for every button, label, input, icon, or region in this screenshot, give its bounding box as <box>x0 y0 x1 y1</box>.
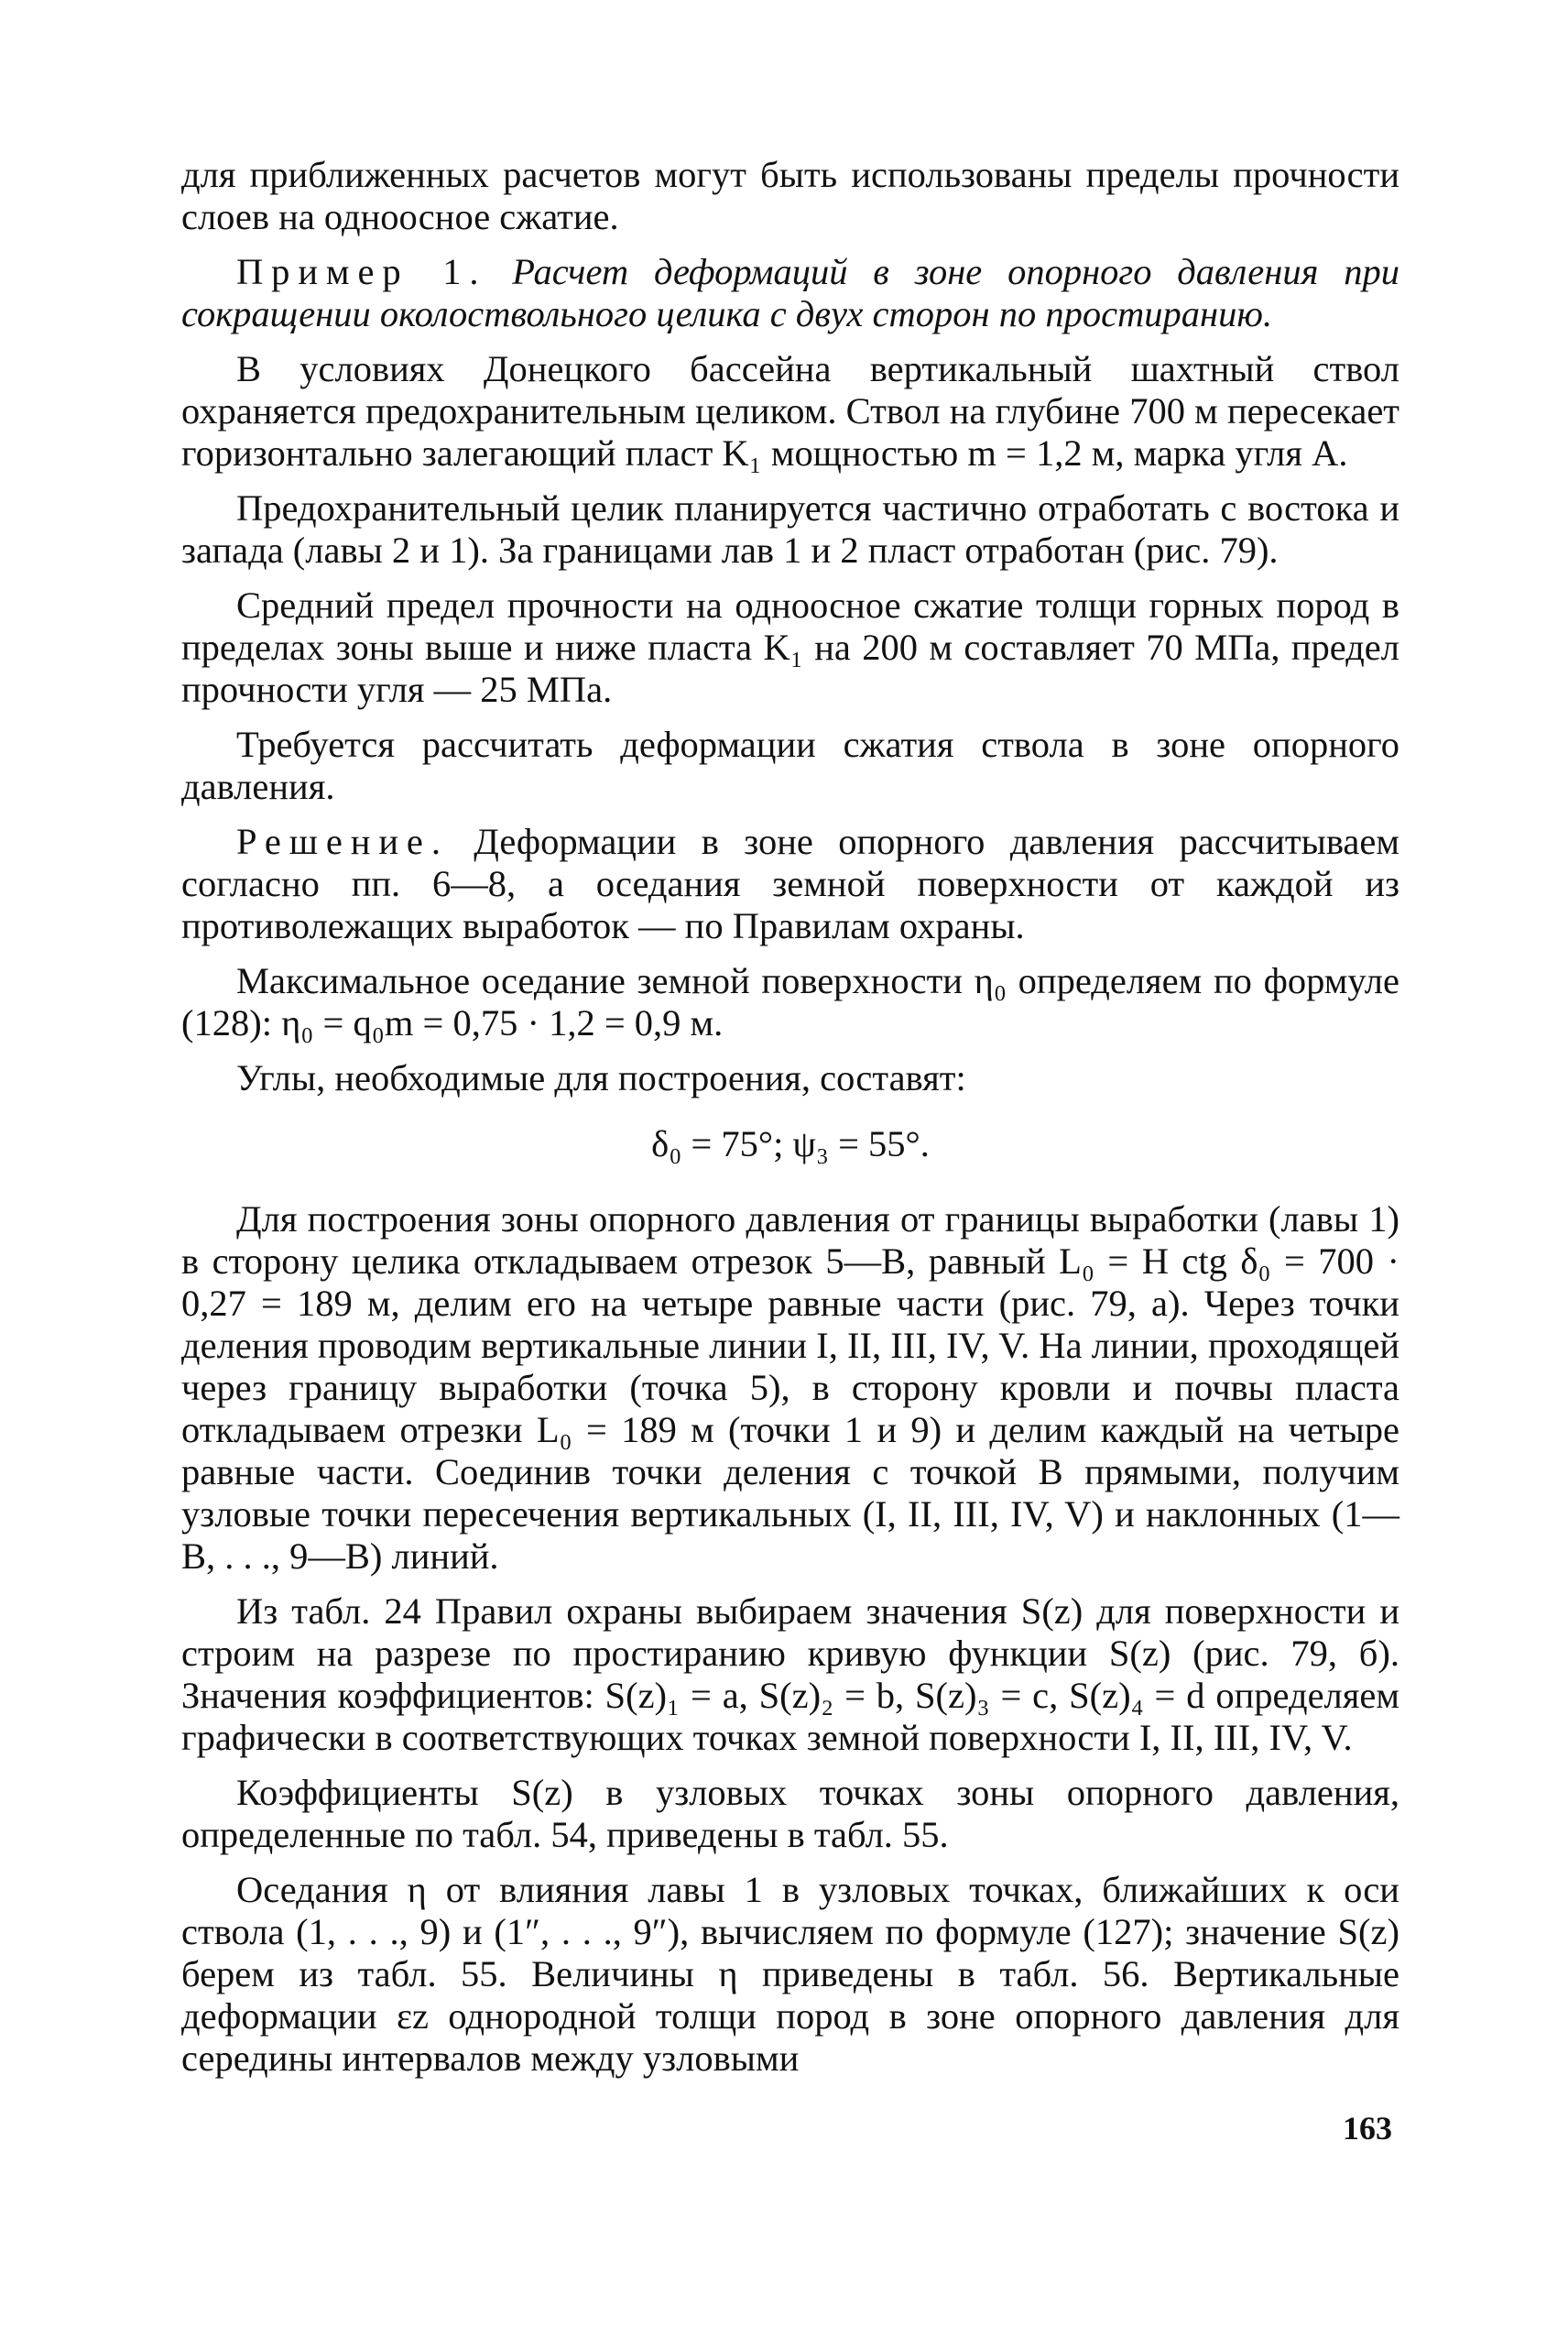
paragraph-requirement: Требуется рассчитать деформации сжатия ствола в зоне опорного давления. <box>181 724 1399 807</box>
solution-text: Деформации в зоне опорного давления рассчитываем согласно пп. 6—8, а оседания земной поверхности от каждой из противолежащих выработок — по Правилам охраны. <box>181 821 1400 946</box>
page-body <box>181 154 1399 2092</box>
page-number: 163 <box>1343 2110 1392 2147</box>
solution-label: Решение. <box>236 821 449 862</box>
paragraph-subsidence: Оседания η от влияния лавы 1 в узловых точках, ближайших к оси ствола (1, . . ., 9) и (1″, . . ., 9″), вычисляем по формуле (127); значение S(z) берем из табл. 55. Величины η приведены в табл. 56. Вертикальные деформации εz однородной толщи пород в зоне опорного давления для середины интервалов между узловыми <box>181 1869 1399 2079</box>
paragraph-strength: Средний предел прочности на одноосное сжатие толщи горных пород в пределах зоны выше и ниже пласта K₁ на 200 м составляет 70 МПа, предел прочности угля — 25 МПа. <box>181 584 1399 710</box>
paragraph-max-subsidence: Максимальное оседание земной поверхности η₀ определяем по формуле (128): η₀ = q₀m = 0,75 · 1,2 = 0,9 м. <box>181 960 1399 1043</box>
paragraph-angles-intro: Углы, необходимые для построения, составят: <box>236 1057 966 1098</box>
formula-angles: δ₀ = 75°; ψ₃ = 55°. <box>651 1123 930 1164</box>
example-label: Пример 1. <box>236 251 487 292</box>
paragraph-construction: Для построения зоны опорного давления от границы выработки (лавы 1) в сторону целика откладываем отрезок 5—В, равный L₀ = H ctg δ₀ = 700 · 0,27 = 189 м, делим его на четыре равные части (рис. 79, а). Через точки деления проводим вертикальные линии I, II, III, IV, V. На линии, проходящей через границу выработки (точка 5), в сторону кровли и почвы пласта откладываем отрезки L₀ = 189 м (точки 1 и 9) и делим каждый на четыре равные части. Соединив точки деления с точкой В прямыми, получим узловые точки пересечения вертикальных (I, II, III, IV, V) и наклонных (1—В, . . ., 9—В) линий. <box>181 1198 1399 1577</box>
paragraph-intro: для приближенных расчетов могут быть использованы пределы прочности слоев на одноосное сжатие. <box>181 154 1399 237</box>
example-title: Расчет деформаций в зоне опорного давления при сокращении околоствольного целика с двух сторон по простиранию. <box>181 251 1400 334</box>
paragraph-table-24: Из табл. 24 Правил охраны выбираем значения S(z) для поверхности и строим на разрезе по простиранию кривую функции S(z) (рис. 79, б). Значения коэффициентов: S(z)₁ = a, S(z)₂ = b, S(z)₃ = c, S(z)₄ = d определяем графически в соответствующих точках земной поверхности I, II, III, IV, V. <box>181 1590 1399 1758</box>
paragraph-solution <box>181 821 1399 947</box>
paragraph-coefficients: Коэффициенты S(z) в узловых точках зоны опорного давления, определенные по табл. 54, приведены в табл. 55. <box>181 1772 1399 1855</box>
paragraph-example-heading <box>181 251 1399 335</box>
paragraph-conditions: В условиях Донецкого бассейна вертикальный шахтный ствол охраняется предохранительным целиком. Ствол на глубине 700 м пересекает горизонтально залегающий пласт K₁ мощностью m = 1,2 м, марка угля А. <box>181 348 1399 474</box>
paragraph-pillar-plan: Предохранительный целик планируется частично отработать с востока и запада (лавы 2 и 1). За границами лав 1 и 2 пласт отработан (рис. 79). <box>181 487 1399 571</box>
